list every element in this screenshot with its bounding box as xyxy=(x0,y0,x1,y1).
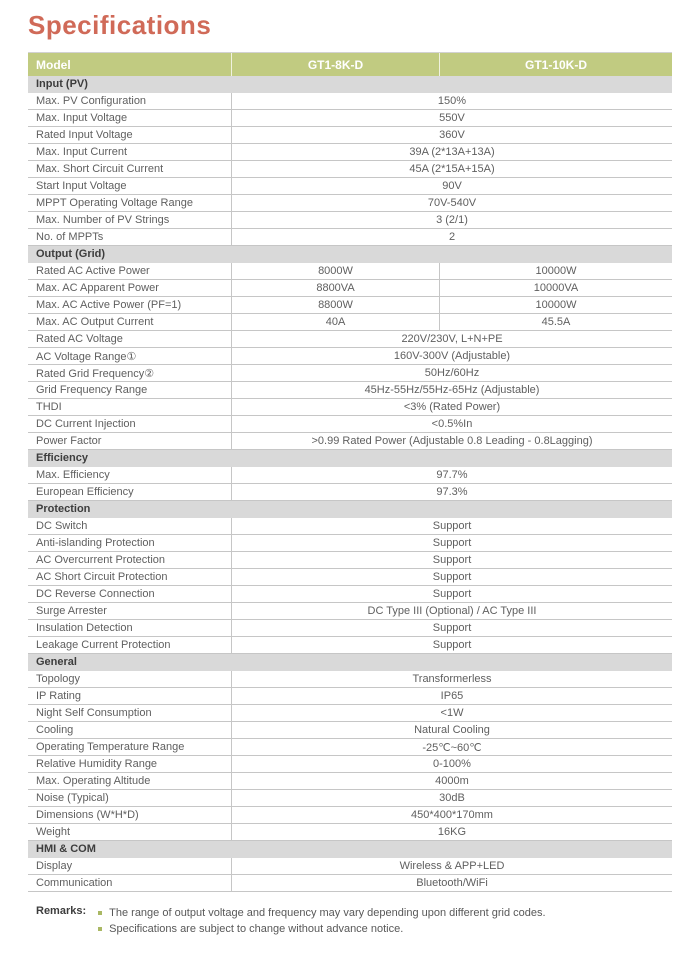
spec-row xyxy=(28,382,672,399)
spec-label-cell: Max. Efficiency xyxy=(28,467,232,483)
spec-value-cell: 45Hz-55Hz/55Hz-65Hz (Adjustable) xyxy=(364,384,540,396)
spec-value-cell: 50Hz/60Hz xyxy=(424,367,480,379)
spec-value-cell: 16KG xyxy=(437,826,467,838)
spec-label-cell: Communication xyxy=(28,875,232,891)
spec-value-cell: Natural Cooling xyxy=(414,724,490,736)
spec-row xyxy=(28,263,672,280)
spec-value-cell: 360V xyxy=(439,129,465,141)
spec-value-cell: 30dB xyxy=(439,792,465,804)
remarks xyxy=(36,905,672,937)
spec-label-cell: Max. Short Circuit Current xyxy=(28,161,232,177)
spec-row xyxy=(28,739,672,756)
spec-label-cell: Leakage Current Protection xyxy=(28,637,232,653)
remark-item xyxy=(98,905,545,921)
spec-label-cell: Dimensions (W*H*D) xyxy=(28,807,232,823)
spec-value-cell: DC Type III (Optional) / AC Type III xyxy=(367,605,537,617)
spec-label-cell: European Efficiency xyxy=(28,484,232,500)
remarks-list xyxy=(98,905,545,937)
spec-value-cell: <3% (Rated Power) xyxy=(403,401,501,413)
spec-value-cell: 0-100% xyxy=(433,758,471,770)
spec-value-cell: 45A (2*15A+15A) xyxy=(409,163,495,175)
spec-row xyxy=(28,314,672,331)
spec-value-cell: 450*400*170mm xyxy=(411,809,493,821)
spec-row xyxy=(28,212,672,229)
spec-row xyxy=(28,807,672,824)
spec-value-cell: 10000VA xyxy=(533,282,579,294)
spec-row xyxy=(28,773,672,790)
spec-value-cell: 550V xyxy=(439,112,465,124)
spec-label-cell: Relative Humidity Range xyxy=(28,756,232,772)
spec-table xyxy=(28,52,672,892)
section-header-row: Efficiency xyxy=(28,450,672,467)
spec-value-cell: 8000W xyxy=(232,263,440,279)
spec-label-cell: Max. AC Active Power (PF=1) xyxy=(28,297,232,313)
spec-row xyxy=(28,603,672,620)
spec-row xyxy=(28,331,672,348)
column-header-cell: GT1-10K-D xyxy=(524,57,587,72)
spec-value-cell: >0.99 Rated Power (Adjustable 0.8 Leading - 0.8Lagging) xyxy=(311,435,593,447)
spec-row xyxy=(28,552,672,569)
spec-row xyxy=(28,161,672,178)
spec-value-cell: 39A (2*13A+13A) xyxy=(409,146,495,158)
spec-value-cell: 4000m xyxy=(435,775,469,787)
spec-value-cell: Support xyxy=(432,537,472,549)
spec-value-cell: Support xyxy=(432,520,472,532)
spec-value-cell: 10000W xyxy=(535,299,577,311)
spec-value-cell: 8800VA xyxy=(232,280,440,296)
spec-value-cell: -25℃~60℃ xyxy=(422,741,482,754)
spec-row xyxy=(28,297,672,314)
spec-label-cell: Noise (Typical) xyxy=(28,790,232,806)
spec-label-cell: Grid Frequency Range xyxy=(28,382,232,398)
spec-value-cell: 97.7% xyxy=(436,469,468,481)
spec-row xyxy=(28,365,672,382)
spec-value-cell: 220V/230V, L+N+PE xyxy=(401,333,503,345)
spec-row xyxy=(28,144,672,161)
spec-label-cell: Display xyxy=(28,858,232,874)
spec-row xyxy=(28,229,672,246)
spec-label-cell: Max. Number of PV Strings xyxy=(28,212,232,228)
spec-label-cell: Rated AC Voltage xyxy=(28,331,232,347)
section-header-row: HMI & COM xyxy=(28,841,672,858)
spec-label-cell: Max. PV Configuration xyxy=(28,93,232,109)
spec-row xyxy=(28,178,672,195)
spec-row xyxy=(28,875,672,892)
spec-label-cell: Weight xyxy=(28,824,232,840)
spec-row xyxy=(28,586,672,603)
spec-value-cell: Transformerless xyxy=(412,673,492,685)
spec-label-cell: Insulation Detection xyxy=(28,620,232,636)
spec-row xyxy=(28,705,672,722)
spec-row xyxy=(28,280,672,297)
spec-row xyxy=(28,620,672,637)
spec-label-cell: Max. AC Apparent Power xyxy=(28,280,232,296)
spec-row xyxy=(28,416,672,433)
spec-label-cell: MPPT Operating Voltage Range xyxy=(28,195,232,211)
spec-value-cell: 2 xyxy=(448,231,456,243)
spec-value-cell: 90V xyxy=(442,180,462,192)
spec-value-cell: 45.5A xyxy=(541,316,571,328)
spec-row xyxy=(28,348,672,365)
page-title: Specifications xyxy=(28,10,212,40)
spec-value-cell: 70V-540V xyxy=(427,197,477,209)
spec-value-cell: 160V-300V (Adjustable) xyxy=(393,350,511,362)
spec-label-cell: Operating Temperature Range xyxy=(28,739,232,755)
spec-value-cell: 10000W xyxy=(535,265,577,277)
spec-row xyxy=(28,484,672,501)
spec-value-cell: Support xyxy=(432,639,472,651)
spec-row xyxy=(28,858,672,875)
spec-label-cell: THDI xyxy=(28,399,232,415)
remark-text: The range of output voltage and frequency may vary depending upon different grid codes. xyxy=(109,907,546,919)
spec-label-cell: Cooling xyxy=(28,722,232,738)
spec-value-cell: Bluetooth/WiFi xyxy=(416,877,488,889)
spec-row xyxy=(28,535,672,552)
spec-row xyxy=(28,637,672,654)
spec-label-cell: Max. Input Current xyxy=(28,144,232,160)
spec-value-cell: Support xyxy=(432,571,472,583)
table-header-row xyxy=(28,53,672,76)
spec-label-cell: Rated Input Voltage xyxy=(28,127,232,143)
spec-label-cell: DC Current Injection xyxy=(28,416,232,432)
spec-label-cell: Night Self Consumption xyxy=(28,705,232,721)
spec-label-cell: Topology xyxy=(28,671,232,687)
spec-label-cell: Power Factor xyxy=(28,433,232,449)
spec-row xyxy=(28,93,672,110)
spec-label-cell: Surge Arrester xyxy=(28,603,232,619)
spec-label-cell: Rated AC Active Power xyxy=(28,263,232,279)
spec-value-cell: 97.3% xyxy=(436,486,468,498)
bullet-icon xyxy=(98,911,102,915)
spec-value-cell: 40A xyxy=(232,314,440,330)
spec-label-cell: AC Short Circuit Protection xyxy=(28,569,232,585)
model-header-cell: Model xyxy=(28,53,232,76)
spec-label-cell: DC Reverse Connection xyxy=(28,586,232,602)
spec-row xyxy=(28,467,672,484)
section-header-row: Input (PV) xyxy=(28,76,672,93)
remarks-label: Remarks: xyxy=(36,905,87,917)
spec-value-cell: IP65 xyxy=(440,690,464,702)
bullet-icon xyxy=(98,927,102,931)
spec-row xyxy=(28,195,672,212)
spec-row xyxy=(28,824,672,841)
spec-row xyxy=(28,756,672,773)
spec-row xyxy=(28,688,672,705)
spec-value-cell: 3 (2/1) xyxy=(436,214,468,226)
spec-label-cell: IP Rating xyxy=(28,688,232,704)
section-header-row: Output (Grid) xyxy=(28,246,672,263)
remark-text: Specifications are subject to change without advance notice. xyxy=(109,923,404,935)
spec-label-cell: Start Input Voltage xyxy=(28,178,232,194)
section-header-row: Protection xyxy=(28,501,672,518)
spec-row xyxy=(28,127,672,144)
spec-value-cell: 8800W xyxy=(232,297,440,313)
spec-label-cell: Rated Grid Frequency② xyxy=(28,365,232,381)
spec-label-cell: AC Voltage Range① xyxy=(28,348,232,364)
spec-row xyxy=(28,110,672,127)
spec-row xyxy=(28,790,672,807)
spec-row xyxy=(28,518,672,535)
spec-label-cell: AC Overcurrent Protection xyxy=(28,552,232,568)
spec-row xyxy=(28,569,672,586)
spec-row xyxy=(28,399,672,416)
spec-value-cell: <1W xyxy=(440,707,464,719)
spec-value-cell: <0.5%In xyxy=(431,418,473,430)
spec-value-cell: Support xyxy=(432,554,472,566)
spec-label-cell: Max. Operating Altitude xyxy=(28,773,232,789)
spec-value-cell: Support xyxy=(432,622,472,634)
section-header-row: General xyxy=(28,654,672,671)
spec-row xyxy=(28,671,672,688)
spec-label-cell: Max. Input Voltage xyxy=(28,110,232,126)
spec-label-cell: No. of MPPTs xyxy=(28,229,232,245)
spec-row xyxy=(28,433,672,450)
spec-label-cell: Anti-islanding Protection xyxy=(28,535,232,551)
spec-value-cell: Support xyxy=(432,588,472,600)
spec-value-cell: Wireless & APP+LED xyxy=(399,860,505,872)
spec-label-cell: Max. AC Output Current xyxy=(28,314,232,330)
spec-value-cell: 150% xyxy=(437,95,467,107)
column-header-cell: GT1-8K-D xyxy=(232,53,440,76)
spec-row xyxy=(28,722,672,739)
remark-item xyxy=(98,921,545,937)
spec-label-cell: DC Switch xyxy=(28,518,232,534)
